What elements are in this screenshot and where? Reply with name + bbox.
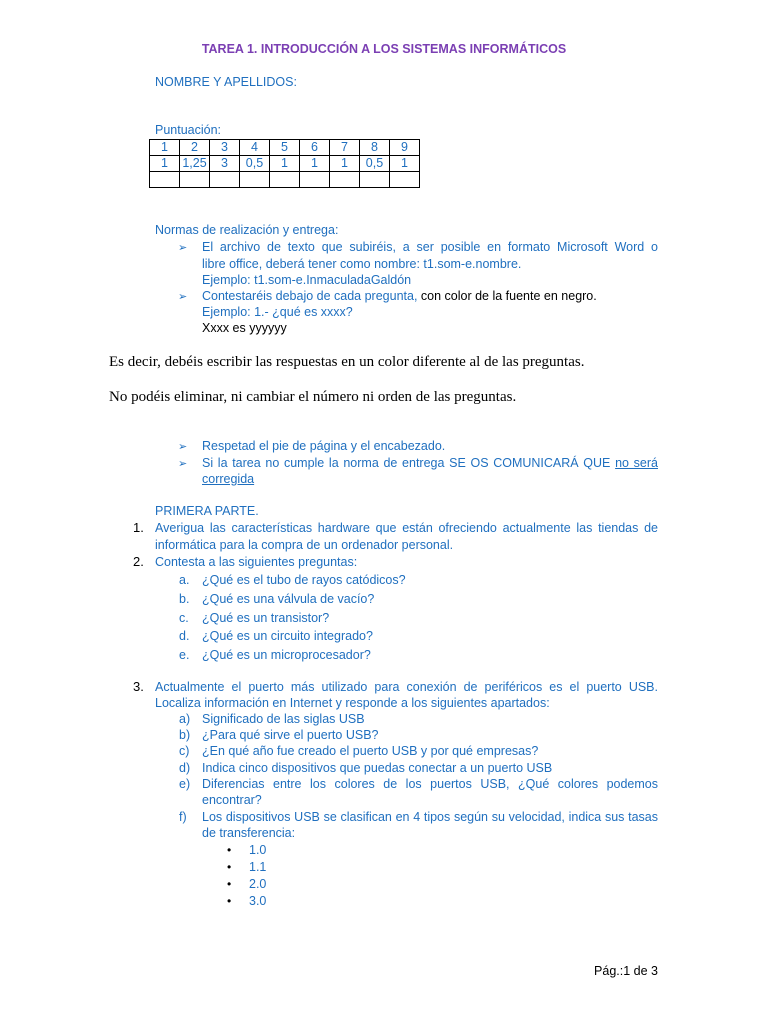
note-line-2: No podéis eliminar, ni cambiar el número ni orden de las preguntas. [109,389,517,405]
page-title: TAREA 1. INTRODUCCIÓN A LOS SISTEMAS INFORMÁTICOS [201,42,567,56]
score-cell: 2 [180,140,210,156]
bullet-icon: • [227,860,232,874]
question-number: 2. [133,554,144,569]
question-2-item: ¿Qué es el tubo de rayos catódicos? [202,573,406,587]
score-cell-empty [270,172,300,188]
score-cell: 5 [270,140,300,156]
score-cell: 3 [210,156,240,172]
rule-4-line-2: corregida [202,472,255,486]
subitem-marker: e. [179,648,190,662]
question-2-item: ¿Qué es un transistor? [202,611,330,625]
score-row-numbers [150,140,420,156]
rule-2-black-text: con color de la fuente en negro. [417,289,597,303]
rule-4-underlined: no será [615,456,658,470]
part-heading: PRIMERA PARTE. [155,504,259,518]
note-line-1: Es decir, debéis escribir las respuestas en un color diferente al de las preguntas. [109,354,585,370]
question-3-line-2: Localiza información en Internet y responde a los siguientes apartados: [155,696,550,710]
rule-1-line-2: libre office, deberá tener como nombre: t1.som-e.nombre. [202,257,522,271]
score-cell: 1 [150,156,180,172]
subitem-marker: d) [179,761,191,775]
rule-4-line-1 [202,456,658,470]
score-row-blank [150,172,420,188]
subitem-marker: c. [179,611,189,625]
score-cell-empty [360,172,390,188]
score-cell: 8 [360,140,390,156]
name-label: NOMBRE Y APELLIDOS: [155,75,297,89]
score-label: Puntuación: [155,123,222,137]
score-row-points [150,156,420,172]
question-2-item: ¿Qué es un circuito integrado? [202,629,373,643]
score-cell: 1 [390,156,420,172]
rules-heading: Normas de realización y entrega: [155,223,339,237]
score-cell-empty [210,172,240,188]
subitem-marker: b. [179,592,190,606]
score-cell: 1 [330,156,360,172]
question-1-line-1: Averigua las características hardware que están ofreciendo actualmente las tiendas de [155,521,658,535]
rule-1-example: Ejemplo: t1.som-e.InmaculadaGaldón [202,273,412,287]
question-1-line-2: informática para la compra de un ordenador personal. [155,538,454,552]
question-2-text: Contesta a las siguientes preguntas: [155,555,358,569]
score-cell: 4 [240,140,270,156]
rule-3: Respetad el pie de página y el encabezado. [202,439,446,453]
arrow-bullet-icon: ➢ [178,441,188,453]
question-3-item: Significado de las siglas USB [202,712,365,726]
arrow-bullet-icon: ➢ [178,291,188,303]
usb-speed: 1.0 [249,843,267,857]
score-cell-empty [180,172,210,188]
score-cell-empty [300,172,330,188]
rule-1-line-1: El archivo de texto que subiréis, a ser posible en formato Microsoft Word o [202,240,658,254]
score-table [149,139,420,188]
subitem-marker: f) [179,810,187,824]
question-3-item: Los dispositivos USB se clasifican en 4 tipos según su velocidad, indica sus tasas [202,810,658,824]
question-2-item: ¿Qué es un microprocesador? [202,648,371,662]
question-3-item: Diferencias entre los colores de los puertos USB, ¿Qué colores podemos [202,777,658,791]
question-2-item: ¿Qué es una válvula de vacío? [202,592,375,606]
arrow-bullet-icon: ➢ [178,242,188,254]
rule-2-example: Ejemplo: 1.- ¿qué es xxxx? [202,305,353,319]
subitem-marker: d. [179,629,190,643]
question-3-line-1: Actualmente el puerto más utilizado para conexión de periféricos es el puerto USB. [155,680,658,694]
subitem-marker: e) [179,777,191,791]
score-cell: 3 [210,140,240,156]
score-cell: 6 [300,140,330,156]
question-number: 1. [133,520,144,535]
arrow-bullet-icon: ➢ [178,458,188,470]
usb-speed: 1.1 [249,860,267,874]
bullet-icon: • [227,877,232,891]
rule-4-text: Si la tarea no cumple la norma de entrega SE OS COMUNICARÁ QUE [202,456,616,470]
question-3-item: ¿Para qué sirve el puerto USB? [202,728,379,742]
rule-2-blue-text: Contestaréis debajo de cada pregunta, [202,289,418,303]
bullet-icon: • [227,894,232,908]
page-footer: Pág.:1 de 3 [594,964,658,978]
score-cell: 1,25 [180,156,210,172]
score-cell: 7 [330,140,360,156]
question-3-item-continued: encontrar? [202,793,262,807]
score-cell: 9 [390,140,420,156]
score-cell: 1 [150,140,180,156]
question-3-item: ¿En qué año fue creado el puerto USB y por qué empresas? [202,744,539,758]
score-cell: 1 [270,156,300,172]
score-cell: 1 [300,156,330,172]
subitem-marker: b) [179,728,191,742]
score-cell: 0,5 [360,156,390,172]
rule-2-answer: Xxxx es yyyyyy [202,321,287,335]
rule-2 [202,289,597,303]
score-cell-empty [330,172,360,188]
subitem-marker: a) [179,712,191,726]
score-cell-empty [240,172,270,188]
usb-speed: 2.0 [249,877,267,891]
usb-speed: 3.0 [249,894,267,908]
score-cell-empty [390,172,420,188]
subitem-marker: a. [179,573,190,587]
question-3-item-continued: de transferencia: [202,826,296,840]
subitem-marker: c) [179,744,190,758]
score-cell: 0,5 [240,156,270,172]
question-number: 3. [133,679,144,694]
score-cell-empty [150,172,180,188]
question-3-item: Indica cinco dispositivos que puedas conectar a un puerto USB [202,761,553,775]
bullet-icon: • [227,843,232,857]
